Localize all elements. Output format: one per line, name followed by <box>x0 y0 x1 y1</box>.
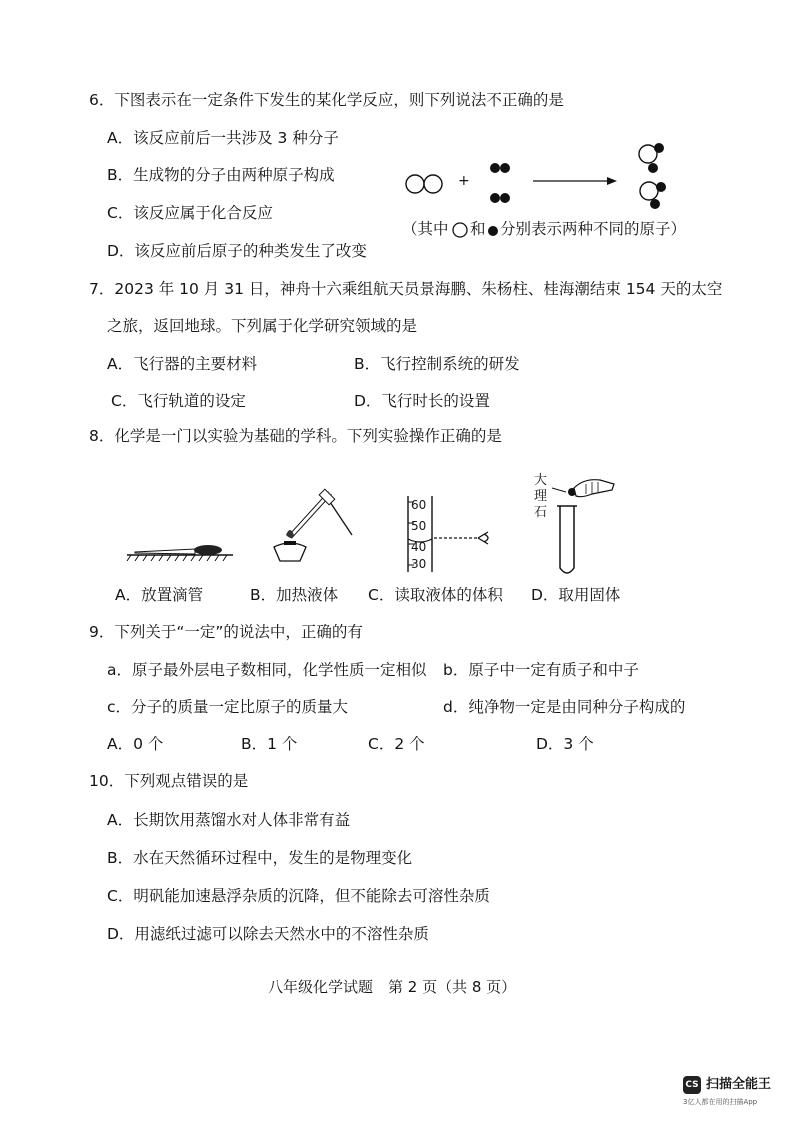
q9-option-a: A．0 个 <box>107 735 164 753</box>
q8-option-a: A．放置滴管 <box>115 586 204 604</box>
watermark-tagline: 3亿人都在用的扫描App <box>683 1098 758 1106</box>
tick-label-60: 60 <box>411 498 427 512</box>
tick-label-30: 30 <box>411 557 427 571</box>
black-atom <box>648 163 658 173</box>
q8-stem: 8．化学是一门以实验为基础的学科。下列实验操作正确的是 <box>89 427 502 445</box>
q10-option-d: D．用滤纸过滤可以除去天然水中的不溶性杂质 <box>107 925 429 943</box>
black-atom <box>656 182 666 192</box>
tick-label-50: 50 <box>411 519 427 533</box>
black-atom <box>500 193 510 203</box>
black-atom <box>654 143 664 153</box>
plus-sign: + <box>458 173 470 189</box>
white-atom <box>424 175 442 193</box>
q9-statement-b: b．原子中一定有质子和中子 <box>443 661 639 679</box>
q7-stem-line2: 之旅，返回地球。下列属于化学研究领域的是 <box>107 317 418 335</box>
q8-option-c: C．读取液体的体积 <box>368 586 503 604</box>
q7-option-d: D．飞行时长的设置 <box>354 392 490 410</box>
q10-option-c: C．明矾能加速悬浮杂质的沉降，但不能除去可溶性杂质 <box>107 887 490 905</box>
q8-option-b: B．加热液体 <box>250 586 339 604</box>
heating-liquid-figure <box>268 485 358 567</box>
q9-statement-d: d．纯净物一定是由同种分子构成的 <box>443 698 686 716</box>
q6-caption-right: 分别表示两种不同的原子） <box>500 220 687 238</box>
black-atom <box>650 199 660 209</box>
q6-caption-left: （其中 <box>402 220 449 238</box>
dropper-on-table-figure <box>125 535 235 565</box>
q6-option-d: D．该反应前后原子的种类发生了改变 <box>107 242 367 260</box>
page-footer: 八年级化学试题 第 2 页（共 8 页） <box>268 978 517 996</box>
q6-option-a: A．该反应前后一共涉及 3 种分子 <box>107 129 339 147</box>
q9-option-b: B．1 个 <box>241 735 298 753</box>
black-atom <box>490 193 500 203</box>
q8-option-d: D．取用固体 <box>531 586 621 604</box>
black-atom-icon <box>488 226 498 236</box>
q6-option-c: C．该反应属于化合反应 <box>107 204 273 222</box>
q10-option-b: B．水在天然循环过程中，发生的是物理变化 <box>107 849 413 867</box>
q9-option-c: C．2 个 <box>368 735 425 753</box>
marble-label-3: 石 <box>534 505 548 520</box>
tick-label-40: 40 <box>411 540 427 554</box>
q6-option-b: B．生成物的分子由两种原子构成 <box>107 166 335 184</box>
white-atom-icon <box>452 222 468 238</box>
white-atom <box>406 175 424 193</box>
black-atom <box>490 163 500 173</box>
q7-stem-line1: 7．2023 年 10 月 31 日，神舟十六乘组航天员景海鹏、朱杨柱、桂海潮结束 154 天的太空 <box>89 280 723 298</box>
black-atom <box>500 163 510 173</box>
watermark-name: 扫描全能王 <box>706 1077 772 1092</box>
marble-label-2: 理 <box>534 489 548 504</box>
marble-label-1: 大 <box>534 473 548 488</box>
q9-statement-a: a．原子最外层电子数相同，化学性质一定相似 <box>107 661 427 679</box>
q7-option-c: C．飞行轨道的设定 <box>111 392 246 410</box>
q9-option-d: D．3 个 <box>536 735 594 753</box>
q9-stem: 9．下列关于“一定”的说法中，正确的有 <box>89 623 363 641</box>
q6-caption-mid: 和 <box>470 220 486 238</box>
reaction-diagram <box>395 140 675 220</box>
q7-option-a: A．飞行器的主要材料 <box>107 355 258 373</box>
camscanner-logo: CS <box>683 1076 701 1094</box>
white-atom <box>640 182 658 200</box>
q7-option-b: B．飞行控制系统的研发 <box>354 355 520 373</box>
q10-option-a: A．长期饮用蒸馏水对人体非常有益 <box>107 811 351 829</box>
q9-statement-c: c．分子的质量一定比原子的质量大 <box>107 698 349 716</box>
q10-stem: 10．下列观点错误的是 <box>89 772 249 790</box>
arrow-head-icon <box>607 177 617 185</box>
q6-stem: 6．下图表示在一定条件下发生的某化学反应，则下列说法不正确的是 <box>89 91 564 109</box>
test-tube-figure <box>540 470 620 580</box>
